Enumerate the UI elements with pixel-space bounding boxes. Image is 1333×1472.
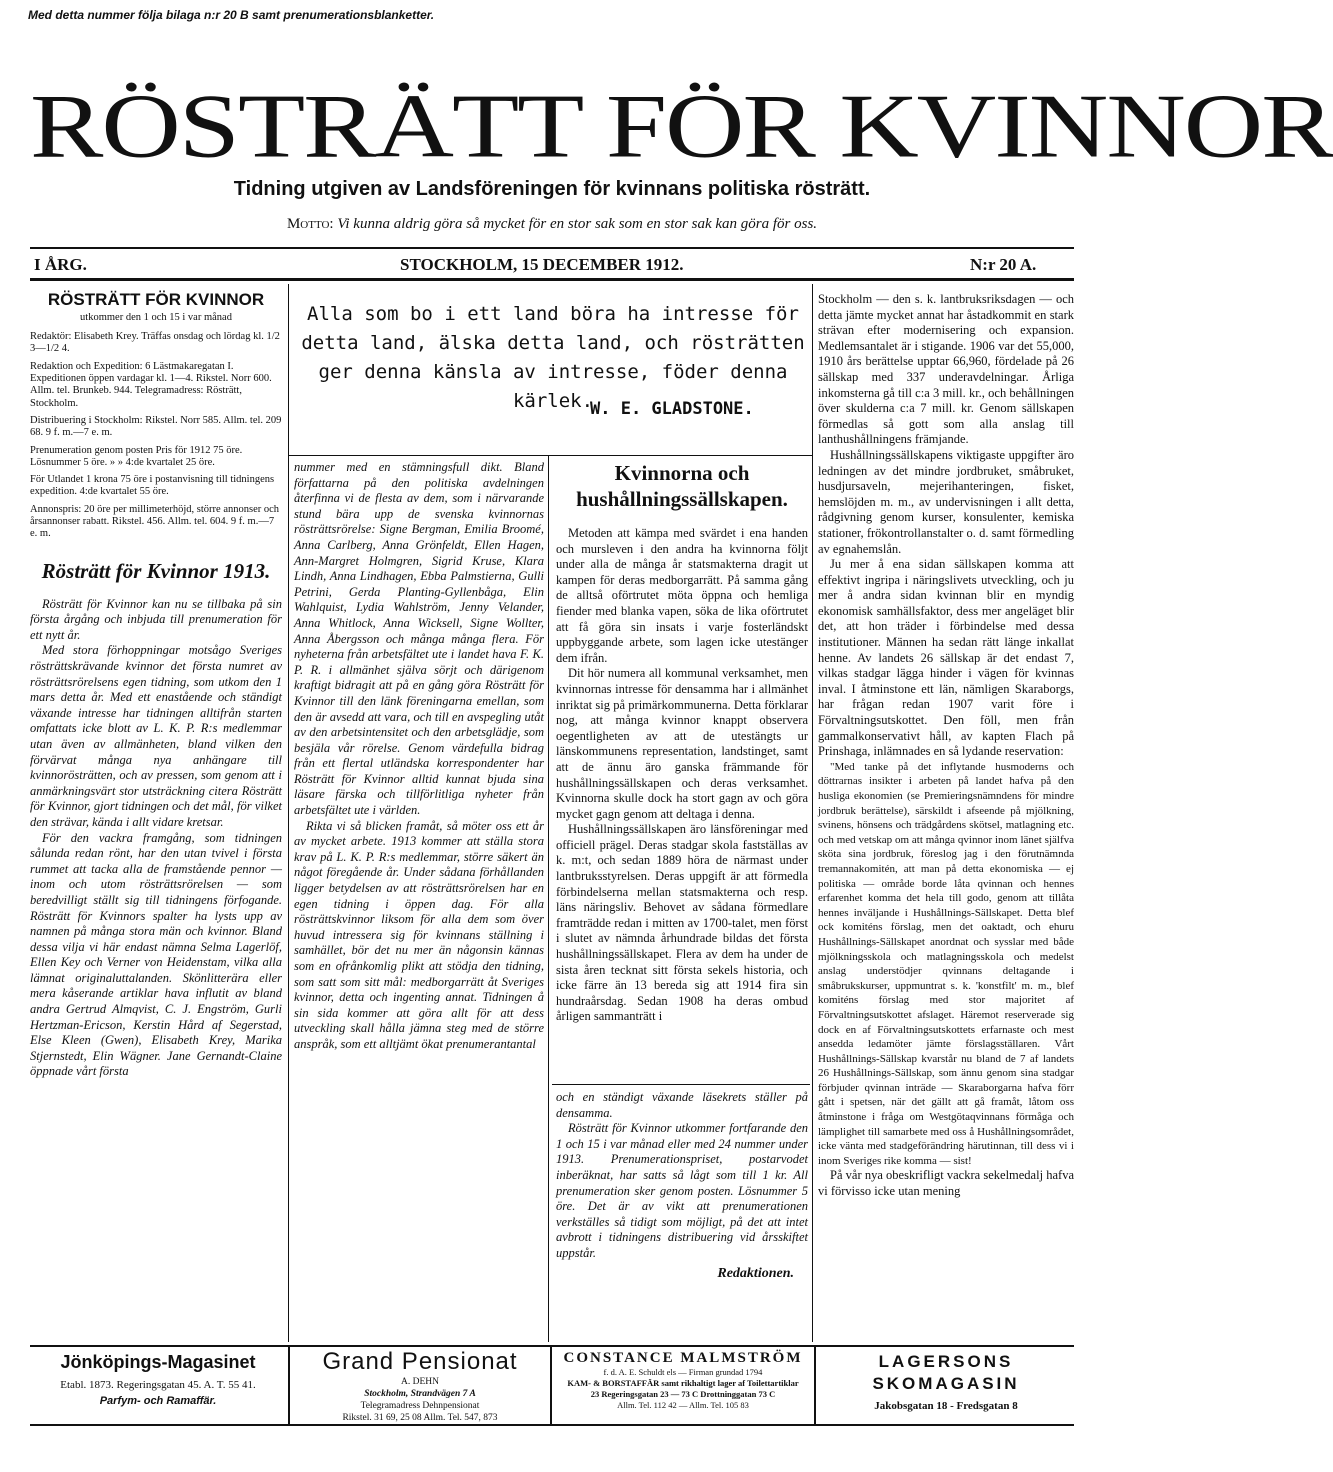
ad-line: Etabl. 1873. Regeringsgatan 45. A. T. 55 41. xyxy=(60,1379,256,1391)
reservation-quote: "Med tanke på det inflytande husmoderns och döttrarnas insikter i arbeten på landet hafva på den husliga ekonomien (se Premieringsnämndens för mindre jordbruk berättelse), särskildt i afseende på mjölkning, svinens, hönsens och trädgårdens skötsel, matlagning etc. och med vetskap om att många qvinnor inom länet själfva sköta sina jordbruk, föreslog jag i den förutnämnda tremannakomitén, att man på detta ekonomiska — ej politiska — område borde låta qvinnan och hennes erfarenhet komma det hela till godo, genom att tillåta hennes inväljande i Hushållnings-Sällskapet. Detta blef ock komiténs förslag, men det oaktadt, och ehuru Hushållnings-Sällskapet anordnat och sysslar med både mjölkningsskola och matlagningsskola och medelst anslag understödjer qvinnans deltagande i småbrukskurser, uppmuntrat s. k. 'konstfilt' m. m., blef komiténs förslag med stor majoritet af Förvaltningsutskottet afslaget. Häremot reserverade sig dock en af Förvaltningsutskottets erfarnaste och mest ansedda ledamöter jämte förslagsställaren. Vårt Hushållnings-Sällskap kvarstår nu bland de 7 af landets 26 Hushållnings-Sällskap, som ännu genom sina stadgar förbjuder qvinnan inträde — Skaraborgarna hafva förr gått i spetsen, när det gällt att gå framåt, låtom oss åtminstone i fråga om Westgötaqvinnans förmåga och lämplighet till samarbete med oss å Hushållningsområdet, icke vänta med stadgeförändring härutinnan, till dess vi i inom Sveriges rike komma — sist! xyxy=(818,760,1074,1167)
rule-top xyxy=(30,247,1074,249)
ad-rule-1 xyxy=(288,1347,290,1424)
ad-name: CONSTANCE MALMSTRÖM xyxy=(563,1350,803,1366)
column-4 xyxy=(818,292,1074,1340)
info-box-frequency: utkommer den 1 och 15 i var månad xyxy=(80,311,232,323)
info-line: Annonspris: 20 öre per millimeterhöjd, större annonser och årsannonser rabatt. Rikstel. 456. Allm. tel. 604. 9 f. m.—7 e. m. xyxy=(30,503,280,540)
column-rule-1 xyxy=(288,284,289,1342)
ad-name: Jönköpings-Magasinet xyxy=(60,1352,256,1372)
ad-line: f. d. A. E. Schuldt els — Firman grundad 1794 xyxy=(603,1367,763,1377)
ad-owner: A. DEHN xyxy=(401,1377,439,1387)
info-box-lines xyxy=(30,331,282,540)
info-line: För Utlandet 1 krona 75 öre i postanvisning till tidningens expedition. 4:de kvartalet 55 öre. xyxy=(30,474,275,498)
motto xyxy=(0,216,1104,233)
editorial-continuation: nummer med en stämningsfull dikt. Bland författarna på den politiska avdelningen återfinna vi de flesta av dem, som i närvarande stund bära upp de svenska kvinnornas rösträttsrörelse: Signe Bergman, Emilia Broomé, Anna Carlberg, Anna Grönfeldt, Ellen Hagen, Ann-Margret Holmgren, Sigrid Kruse, Klara Lindh, Anna Lindhagen, Ebba Palmstierna, Gulli Petrini, Gerda Planting-Gyllenbåga, Elin Wahlquist, Lydia Wahlström, Jenny Velander, Anna Whitlock, Anna Wicksell, Signe Wollter, Anna Åbergsson och många många flera. För nyheterna från arbetsfältet ute i landet hava F. K. P. R. i allmänhet själva sörjt och därigenom kraftigt bidragit att på en gång göra Rösträtt för Kvinnor till den länk föreningarna emellan, som den är avsedd att vara, och till en avspegling utåt av den arbetsintensitet och den arbetsglädje, som besjäla vår rörelse. Genom värdefulla bidrag från ett flertal utländska korrespondenter har Rösträtt för Kvinnor alltid kunnat bjuda sina läsare färska och tillförlitliga nyheter från arbetsfältet ute i världen. xyxy=(294,460,544,818)
article-paragraph: Metoden att kämpa med svärdet i ena handen och mursleven i den andra ha kvinnorna följt under alla de många år statsmakterna dragit ut kampen för deras medborgarrätt. På samma gång de alltså oförtrutet möta öppna och hemliga fiender med blanka vapen, söka de lika oförtrutet att få göra sin insats i varje fosterländskt uppbyggande arbete, som lagen icke utestänger dem ifrån. xyxy=(556,526,808,665)
info-line: Distribuering i Stockholm: Rikstel. Norr 585. Allm. tel. 209 68. 9 f. m.—7 e. m. xyxy=(30,414,282,439)
article-paragraph: Hushållningssällskapen äro länsföreningar med officiell prägel. Deras stadgar skola fastställas av k. m:t, och sedan 1889 höra de närmast under lantbruksstyrelsen. Deras uppgift är att förmedla förbindelserna mellan statsmakterna och resp. läns näringsliv. Behovet av sådana förmedlare framträdde redan i mitten av 1700-talet, men först i slutet av nämnda århundrade bildas det första hushållningssällskapet. Flera av dem ha under de sista åren tecknat sitt första sekels historia, och icke färre än 13 bereda sig att 1914 fira sin hundraårsdag. Sedan 1908 ha deras ombud årligen sammanträtt i xyxy=(556,822,808,1024)
ad-line: 23 Regeringsgatan 23 — 73 C Drottninggatan 73 C xyxy=(590,1389,776,1399)
editorial-title: Rösträtt för Kvinnor 1913. xyxy=(41,558,271,583)
editorial-paragraph: Rösträtt för Kvinnor kan nu se tillbaka på sin första årgång och inbjuda till prenumeration för ett nytt år. xyxy=(30,596,282,642)
column-rule-2 xyxy=(548,456,549,1342)
column-rule-3 xyxy=(812,284,813,1342)
editorial-paragraph: För den vackra framgång, som tidningen sålunda redan rönt, har den utan tvivel i första rummet att tacka alla de framstående pennor — inom och utom rösträttsrörelsen — som beredvilligt ställt sig till tidningens förfogande. Rösträtt för Kvinnors spalter ha lysts upp av namnen på många stora män och kvinnor. Bland dessa vilja vi här endast nämna Selma Lagerlöf, Ellen Key och Verner von Heidenstam, vilka alla lämnat originaluttalanden. Skönlitterära eller mera kåserande artiklar hava influtit av bland andra Gertrud Almqvist, C. J. Engström, Gurli Hertzman-Ericson, Kerstin Hård af Segerstad, Else Kleen (Gwen), Elisabeth Krey, Marika Stjernstedt, Elin Wägner. Jane Gernandt-Claine öppnade vårt första xyxy=(30,830,282,1079)
info-box-title: RÖSTRÄTT FÖR KVINNOR xyxy=(47,290,265,309)
ad-address: Stockholm, Strandvägen 7 A xyxy=(364,1389,476,1399)
ads-bottom-rule xyxy=(30,1424,1074,1426)
masthead-title: RÖSTRÄTT FÖR KVINNOR xyxy=(30,75,1333,177)
ad-grand-pensionat xyxy=(292,1348,548,1422)
editorial-signature: Redaktionen. xyxy=(717,1265,794,1281)
editorial-continuation2: Rösträtt för Kvinnor utkommer fortfarande den 1 och 15 i var månad eller med 24 nummer under 1913. Prenumerationspriset, postarvodet inberäknat, har satts så lågt som till 1 kr. All prenumeration sker genom posten. Lösnummer 5 öre. Det är av vikt att prenumerationen verkställes så tidigt som möjligt, på det att intet avbrott i tidningens distribuering vid årsskiftet uppstår. xyxy=(556,1121,808,1260)
right-paragraph: Hushållningssällskapens viktigaste uppgifter äro ledningen av det mindre jordbruket, småbruket, husdjursaveln, mejerihanteringen, fisket, hemslöjden m. m., av undervisningen i allt detta, rådgivning genom kurser, konsulenter, kemiska stationer, frökontrollanstalter o. d. samt förmedling av egnahemslån. xyxy=(818,447,1074,556)
ad-address: Jakobsgatan 18 - Fredsgatan 8 xyxy=(874,1400,1018,1412)
volume: I ÅRG. xyxy=(34,255,87,274)
column-1 xyxy=(30,292,282,1340)
info-line: Prenumeration genom posten Pris för 1912 75 öre. Lösnummer 5 öre. » » 4:de kvartalet 25 öre. xyxy=(30,444,243,468)
article-title: Kvinnorna och hushållningssällskapen. xyxy=(576,461,788,511)
ad-name: LAGERSONS xyxy=(878,1352,1014,1371)
ad-constance-malmstrom xyxy=(554,1348,812,1422)
motto-label: Motto: xyxy=(286,216,334,232)
top-note: Med detta nummer följa bilaga n:r 20 B samt prenumerationsblanketter. xyxy=(28,8,435,22)
article-end-rule xyxy=(552,1084,810,1085)
editorial-continuation: Rikta vi så blicken framåt, så möter oss ett år av mycket arbete. 1913 kommer att ställa stora krav på L. K. P. R:s medlemmar, större säkert än något föregående år. Under sådana förhållanden ligger betydelsen av att rösträttsrörelsen har en egen tidning i öppen dag. För alla rösträttskvinnor liksom för alla dem som över huvud intressera sig för kvinnans ställning i samhället, bör det nu mer än någonsin kännas som en ofrånkomlig plikt att stödja den tidning, som satt som sitt mål: medborgarrätt åt Sveriges kvinnor, detta och ingenting annat. Tidningen å sin sida kommer att göra allt för att dess utveckling skall hålla jämna steg med de större anspråk, som ett alltjämt ökat prenumerantantal xyxy=(294,818,544,1051)
right-paragraph: På vår nya obeskrifligt vackra sekelmedalj hafva vi förvisso icke utan mening xyxy=(818,1168,1074,1199)
editorial-continuation2: och en ständigt växande läsekrets ställer på densamma. xyxy=(556,1090,808,1120)
gladstone-quote: Alla som bo i ett land böra ha intresse för detta land, älska detta land, och rösträtten ger denna känsla av intresse, föder denna kärlek. xyxy=(301,303,805,412)
ad-foot: Parfym- och Ramaffär. xyxy=(99,1395,217,1407)
ad-telegram: Telegramadress Dehnpensionat xyxy=(360,1401,480,1411)
ad-jonkopings-magasinet xyxy=(30,1348,286,1422)
ads-top-rule xyxy=(30,1345,1074,1347)
column-2 xyxy=(294,460,544,1340)
ad-name: Grand Pensionat xyxy=(322,1348,518,1375)
right-paragraph: Stockholm — den s. k. lantbruksriksdagen — och detta jämte mycket annat har åstadkommit en stark strävan efter modernisering och expansion. Medlemsantalet är i stigande. 1906 var det 55,000, 1910 års berättelse upptar 66,960, fördelade på 26 sällskap med 337 underavdelningar. Årliga inkomsterna gå till c:a 3 mill. kr., och behållningen över skulderna c:a 7 mill. kr. Genom sällskapen förmedlas så gott som alla anslag till lanthushållningens främjande. xyxy=(818,292,1074,447)
ad-rule-3 xyxy=(814,1347,816,1424)
quote-author: W. E. GLADSTONE. xyxy=(590,399,754,419)
ad-rule-2 xyxy=(550,1347,552,1424)
info-line: Redaktör: Elisabeth Krey. Träffas onsdag och lördag kl. 1/2 3—1/2 4. xyxy=(30,331,280,355)
info-line: Redaktion och Expedition: 6 Lästmakaregatan I. Expeditionen öppen vardagar kl. 1—4. Rikstel. Norr 600. Allm. tel. Brunkeb. 944. Telegramadress: Rösträtt, Stockholm. xyxy=(30,360,272,409)
editorial-body xyxy=(30,597,282,1080)
masthead-subtitle: Tidning utgiven av Landsföreningen för kvinnans politiska rösträtt. xyxy=(233,178,871,200)
ad-name2: SKOMAGASIN xyxy=(872,1374,1020,1393)
right-paragraph: Ju mer å ena sidan sällskapen komma att effektivt ingripa i näringslivets utveckling, och ju mer å andra sidan kvinnan blir en myndig ekonomisk samhällsfaktor, dess mer angeläget blir det, att hon träder i förbindelse med dessa institutioner. Männen ha sedan rätt länge inkallat henne. Av landets 26 sällskap är det endast 7, vilkas stadgar lägga hinder i vägen för kvinnas inval. I åtminstone ett län, nämligen Skaraborgs, har frågan redan 1907 varit före i Förvaltningsutskottet. Den föll, men från gammalkonservativt håll, av kapten Flach på Prinshaga, inlämnades en så lydande reservation: xyxy=(818,557,1074,759)
quote-bottom-rule xyxy=(288,455,812,456)
ad-lagersons xyxy=(818,1348,1074,1422)
column-3 xyxy=(556,460,808,1082)
ad-line: KAM- & BORSTAFFÄR samt rikhaltigt lager af Toilettartiklar xyxy=(567,1378,799,1388)
editorial-paragraph: Med stora förhoppningar motsågo Sveriges rösträttskrävande kvinnor det första numret av rösträttsrörelsens egen tidning, som utkom den 1 mars detta år. Med ett enastående och ständigt växande intresse har tidningen alltifrån starten omfattats icke blott av L. K. P. R:s medlemmar utan även av allmänheten, bland vilken den förvärvat många nya anhängare till kvinnorösträtten, och av pressen, som genom att i anmärkningsvärt stor utsträckning citera Rösträtt för Kvinnor, gjort tidningen och det mål, för vilket den strävar, kända i allt vidare kretsar. xyxy=(30,643,282,829)
article-paragraph: Dit hör numera all kommunal verksamhet, men kvinnornas intresse för densamma har i allmänhet inriktat sig på primärkommunerna. Detta förklarar nog, att många kvinnor knappt observera oegentligheten av att de utestängts ur länskommunens representation, landstinget, samt att de ännu äro ganska främmande för hushållningssällskapen och deras verksamhet. Kvinnorna skulle dock ha stort gagn av och göra mycket gagn genom att deltaga i denna. xyxy=(556,666,808,821)
column-3-editorial-end xyxy=(556,1090,808,1340)
issue-number: N:r 20 A. xyxy=(970,255,1037,274)
ad-phones: Rikstel. 31 69, 25 08 Allm. Tel. 547, 873 xyxy=(342,1413,498,1423)
ad-line: Allm. Tel. 112 42 — Allm. Tel. 105 83 xyxy=(617,1400,749,1410)
rule-dateline xyxy=(30,278,1074,281)
place-date: STOCKHOLM, 15 DECEMBER 1912. xyxy=(400,255,684,274)
motto-text: Vi kunna aldrig göra så mycket för en stor sak som en stor sak kan göra för oss. xyxy=(337,216,818,232)
